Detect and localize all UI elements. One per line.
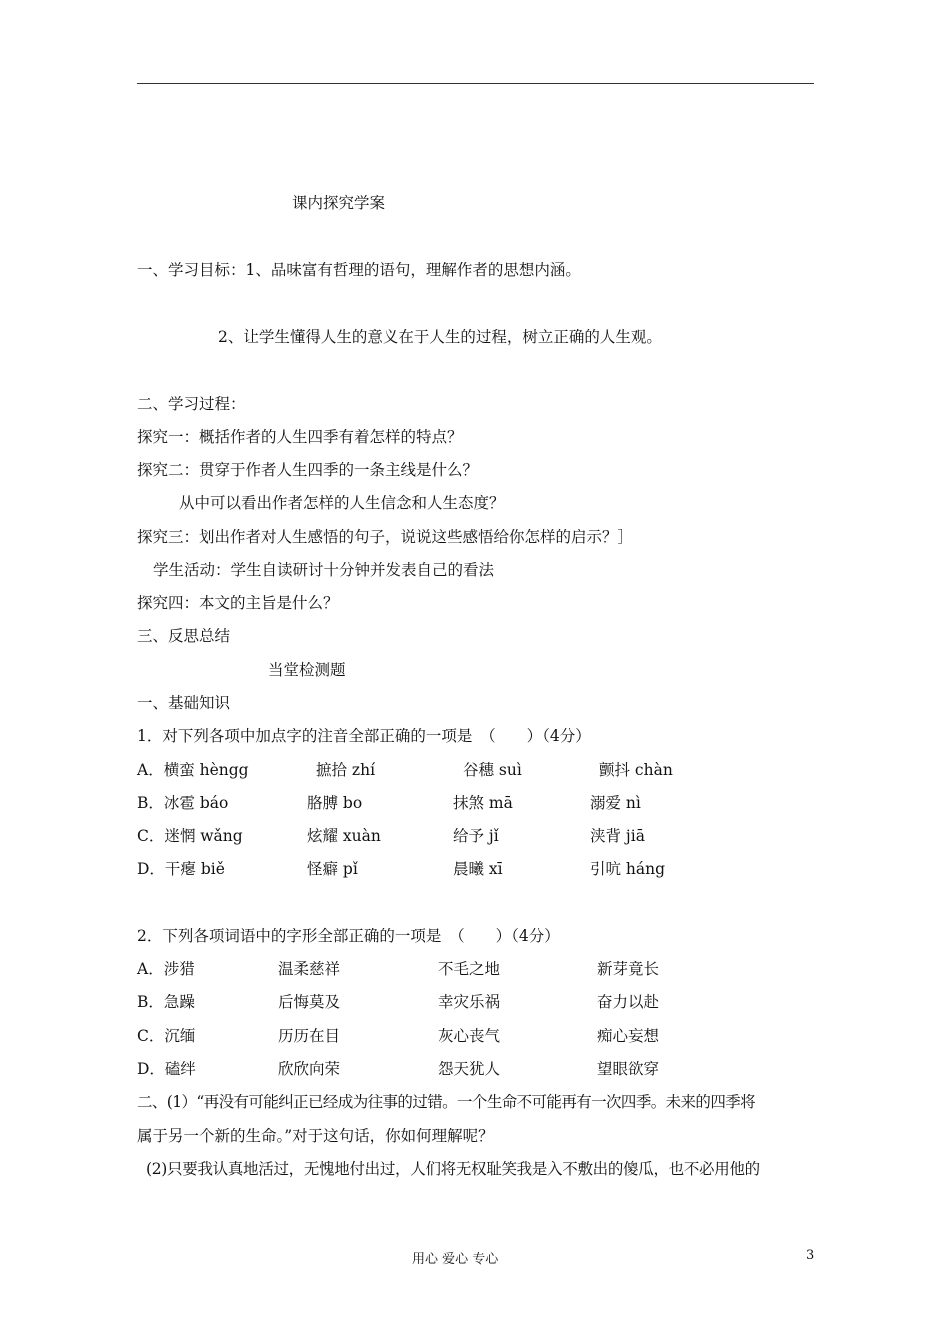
option-cell: 灰心丧气: [438, 1027, 501, 1045]
question-2-stem: 2．下列各项词语中的字形全部正确的一项是 （ ）（4分）: [137, 927, 560, 945]
inquiry-2-followup: 从中可以看出作者怎样的人生信念和人生态度？: [179, 494, 505, 512]
question-1-stem: 1．对下列各项中加点字的注音全部正确的一项是 （ ）（4分）: [137, 727, 591, 745]
reflection-heading: 三、反思总结: [137, 627, 231, 645]
process-heading: 二、学习过程：: [137, 395, 246, 413]
inquiry-2: 探究二：贯穿于作者人生四季的一条主线是什么？: [137, 461, 479, 479]
footer-motto: 用心 爱心 专心: [412, 1252, 499, 1267]
option-cell: 给予 jǐ: [453, 827, 499, 845]
option-cell: C．沉缅: [137, 1027, 196, 1045]
option-cell: 望眼欲穿: [597, 1060, 660, 1078]
option-cell: 痴心妄想: [597, 1027, 660, 1045]
option-cell: 炫耀 xuàn: [307, 827, 381, 845]
option-cell: A．横蛮 hèngg: [137, 761, 249, 779]
section-2-line-1: 二、(1）“再没有可能纠正已经成为往事的过错。一个生命不可能再有一次四季。未来的四季将: [137, 1093, 756, 1111]
option-cell: 后悔莫及: [278, 993, 341, 1011]
page-title: 课内探究学案: [292, 194, 386, 212]
goal-2: 2、让学生懂得人生的意义在于人生的过程，树立正确的人生观。: [218, 328, 662, 346]
option-cell: 温柔慈祥: [278, 960, 341, 978]
option-cell: 怪癖 pǐ: [307, 860, 358, 878]
option-cell: 谷穗 suì: [463, 761, 522, 779]
option-cell: 胳膊 bo: [307, 794, 363, 812]
header-rule: [137, 83, 814, 84]
inquiry-1: 探究一：概括作者的人生四季有着怎样的特点？: [137, 428, 463, 446]
option-cell: 欣欣向荣: [278, 1060, 341, 1078]
option-cell: B．急躁: [137, 993, 195, 1011]
option-cell: 历历在目: [278, 1027, 341, 1045]
option-cell: 浃背 jiā: [590, 827, 645, 845]
basic-knowledge-heading: 一、基础知识: [137, 694, 231, 712]
option-cell: B．冰雹 báo: [137, 794, 229, 812]
goal-1: 一、学习目标：1、品味富有哲理的语句，理解作者的思想内涵。: [137, 261, 581, 279]
option-cell: 奋力以赴: [597, 993, 660, 1011]
option-cell: D．磕绊: [137, 1060, 196, 1078]
option-cell: 晨曦 xī: [453, 860, 503, 878]
page-number: 3: [806, 1248, 815, 1263]
section-2-line-2: 属于另一个新的生命。”对于这句话，你如何理解呢？: [137, 1127, 494, 1145]
inquiry-4: 探究四：本文的主旨是什么？: [137, 594, 339, 612]
student-activity: 学生活动：学生自读研讨十分钟并发表自己的看法: [153, 561, 495, 579]
option-cell: 幸灾乐祸: [438, 993, 501, 1011]
option-cell: 引吭 háng: [590, 860, 666, 878]
test-title: 当堂检测题: [268, 661, 346, 679]
option-cell: A．涉猎: [137, 960, 195, 978]
option-cell: D．干瘪 biě: [137, 860, 225, 878]
inquiry-3: 探究三：划出作者对人生感悟的句子，说说这些感悟给你怎样的启示？］: [137, 528, 634, 546]
section-2-line-3: (2)只要我认真地活过，无愧地付出过，人们将无权耻笑我是入不敷出的傻瓜，也不必用他的: [146, 1160, 760, 1178]
option-cell: 不毛之地: [438, 960, 501, 978]
option-cell: 颤抖 chàn: [599, 761, 673, 779]
option-cell: C．迷惘 wǎng: [137, 827, 243, 845]
option-cell: 抹煞 mā: [453, 794, 513, 812]
option-cell: 溺爱 nì: [590, 794, 641, 812]
option-cell: 新芽竟长: [597, 960, 660, 978]
option-cell: 摭拾 zhí: [316, 761, 376, 779]
option-cell: 怨天犹人: [438, 1060, 501, 1078]
